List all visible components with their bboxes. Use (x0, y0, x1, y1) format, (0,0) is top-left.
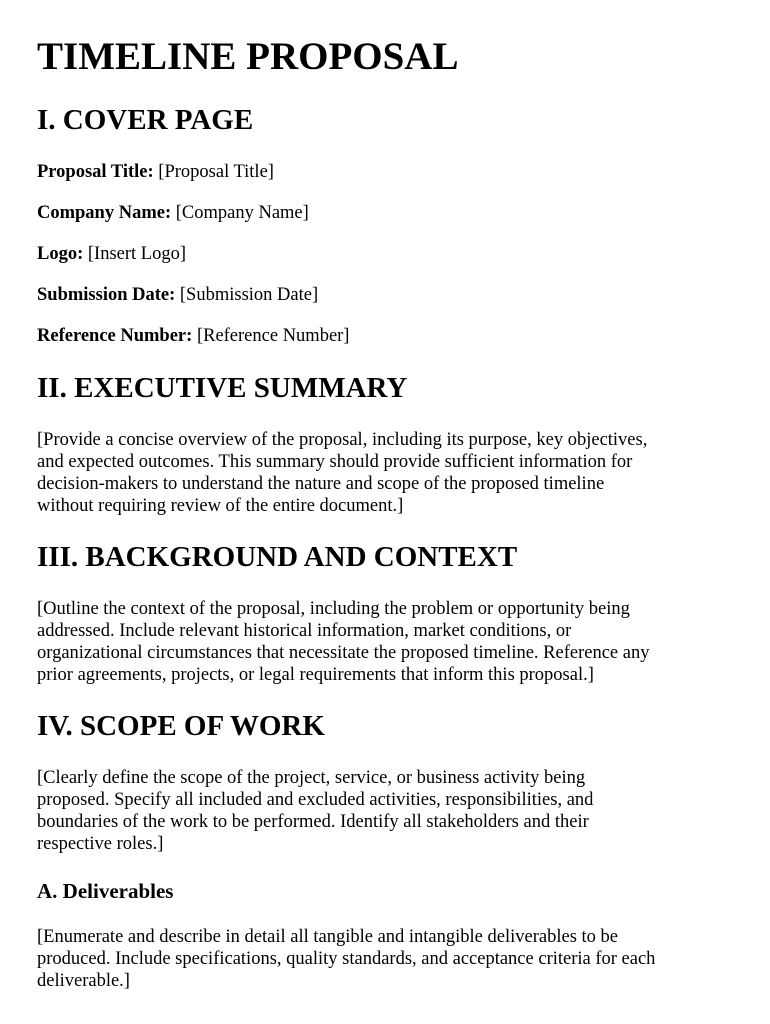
heading-executive-summary: II. EXECUTIVE SUMMARY (37, 372, 408, 404)
paragraph-line: addressed. Include relevant historical information, market conditions, or (37, 621, 572, 641)
paragraph-line: deliverable.] (37, 971, 130, 991)
paragraph-line: [Clearly define the scope of the project, service, or business activity being (37, 768, 586, 788)
scope-paragraph (37, 767, 737, 855)
field-logo (37, 242, 186, 266)
paragraph-line: [Enumerate and describe in detail all tangible and intangible deliverables to be (37, 927, 618, 947)
paragraph-line: and expected outcomes. This summary should provide sufficient information for (37, 452, 633, 472)
field-proposal-title (37, 160, 274, 184)
heading-scope-of-work: IV. SCOPE OF WORK (37, 710, 325, 742)
field-submission-date (37, 283, 318, 307)
field-value: [Submission Date] (179, 285, 319, 305)
field-label: Company Name: (37, 203, 172, 223)
heading-cover-page: I. COVER PAGE (37, 104, 254, 136)
field-value: [Company Name] (175, 203, 309, 223)
deliverables-paragraph (37, 926, 737, 992)
field-reference-number (37, 324, 349, 348)
field-value: [Insert Logo] (87, 244, 186, 264)
paragraph-line: produced. Include specifications, quality standards, and acceptance criteria for each (37, 949, 656, 969)
paragraph-line: boundaries of the work to be performed. Identify all stakeholders and their (37, 812, 589, 832)
field-value: [Reference Number] (196, 326, 350, 346)
executive-summary-paragraph (37, 429, 737, 517)
heading-deliverables: A. Deliverables (37, 879, 174, 903)
paragraph-line: [Provide a concise overview of the proposal, including its purpose, key objectives, (37, 430, 648, 450)
field-label: Logo: (37, 244, 84, 264)
paragraph-line: decision-makers to understand the nature and scope of the proposed timeline (37, 474, 605, 494)
paragraph-line: [Outline the context of the proposal, including the problem or opportunity being (37, 599, 630, 619)
paragraph-line: without requiring review of the entire document.] (37, 496, 404, 516)
document-title: TIMELINE PROPOSAL (37, 35, 459, 78)
field-label: Reference Number: (37, 326, 193, 346)
paragraph-line: organizational circumstances that necessitate the proposed timeline. Reference any (37, 643, 650, 663)
field-label: Proposal Title: (37, 162, 154, 182)
background-paragraph (37, 598, 737, 686)
field-company-name (37, 201, 309, 225)
field-label: Submission Date: (37, 285, 176, 305)
heading-background-context: III. BACKGROUND AND CONTEXT (37, 541, 518, 573)
field-value: [Proposal Title] (158, 162, 274, 182)
paragraph-line: proposed. Specify all included and excluded activities, responsibilities, and (37, 790, 594, 810)
paragraph-line: respective roles.] (37, 834, 164, 854)
paragraph-line: prior agreements, projects, or legal requirements that inform this proposal.] (37, 665, 594, 685)
